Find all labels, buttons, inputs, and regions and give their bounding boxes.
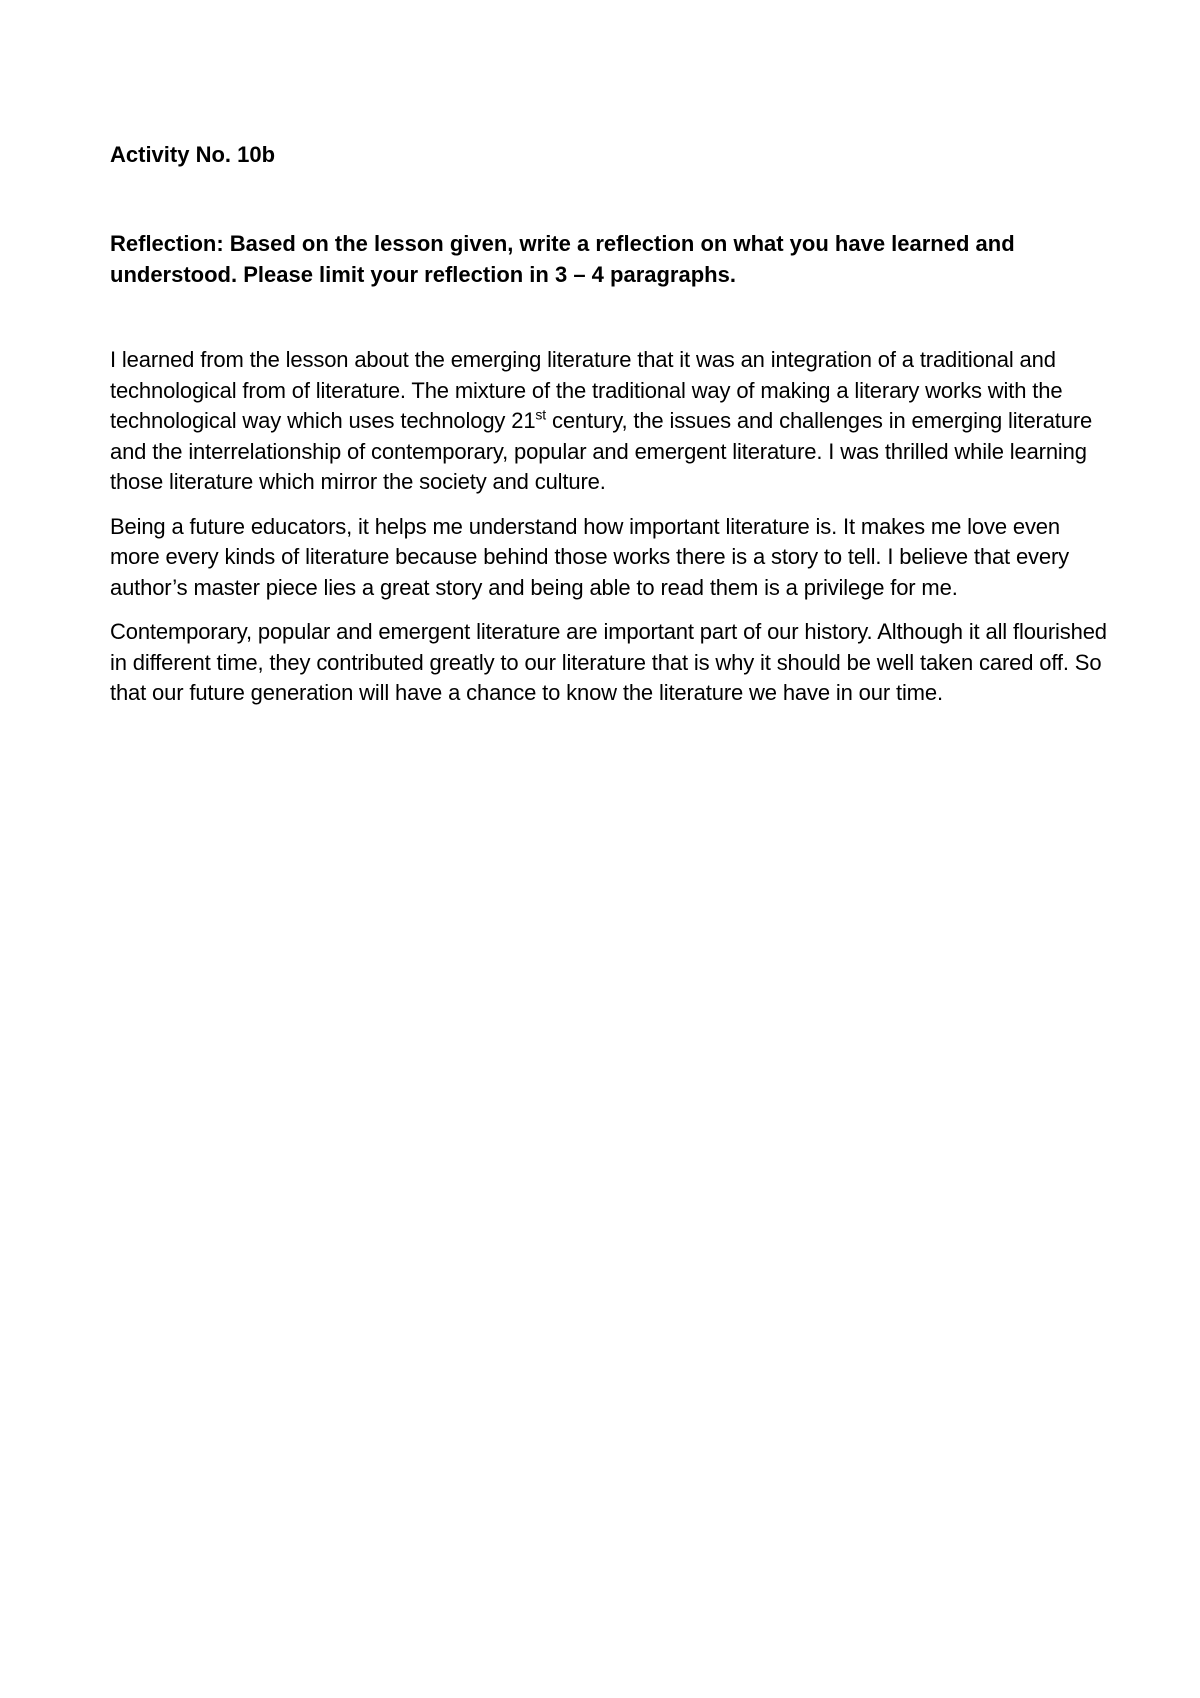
reflection-prompt: Reflection: Based on the lesson given, write a reflection on what you have learned and understood. Please limit your reflection in 3 – 4 paragraphs. [110,231,1015,287]
reflection-body [110,345,1110,709]
reflection-paragraph-3: Contemporary, popular and emergent literature are important part of our history. Although it all flourished in different time, they contributed greatly to our literature that is why it should be well taken cared off. So that our future generation will have a chance to know the literature we have in our time. [110,619,1107,705]
reflection-paragraph-2: Being a future educators, it helps me understand how important literature is. It makes me love even more every kinds of literature because behind those works there is a story to tell. I believe that every author’s master piece lies a great story and being able to read them is a privilege for me. [110,513,1069,600]
activity-title: Activity No. 10b [110,142,276,167]
ordinal-superscript: st [535,406,547,423]
reflection-paragraph-1 [110,345,1110,498]
document-content [110,140,1110,723]
paragraph-1-text-after-superscript: century, the issues and challenges in emerging literature and the interrelationship of contemporary, popular and emergent literature. I was thrilled while learning those literature which mirror the society and culture. [110,408,1093,494]
paragraph-1-text-before-superscript: I learned from the lesson about the emerging literature that it was an integration of a traditional and technological from of literature. The mixture of the traditional way of making a literary works with the technological way which uses technology 21 [110,347,1063,433]
